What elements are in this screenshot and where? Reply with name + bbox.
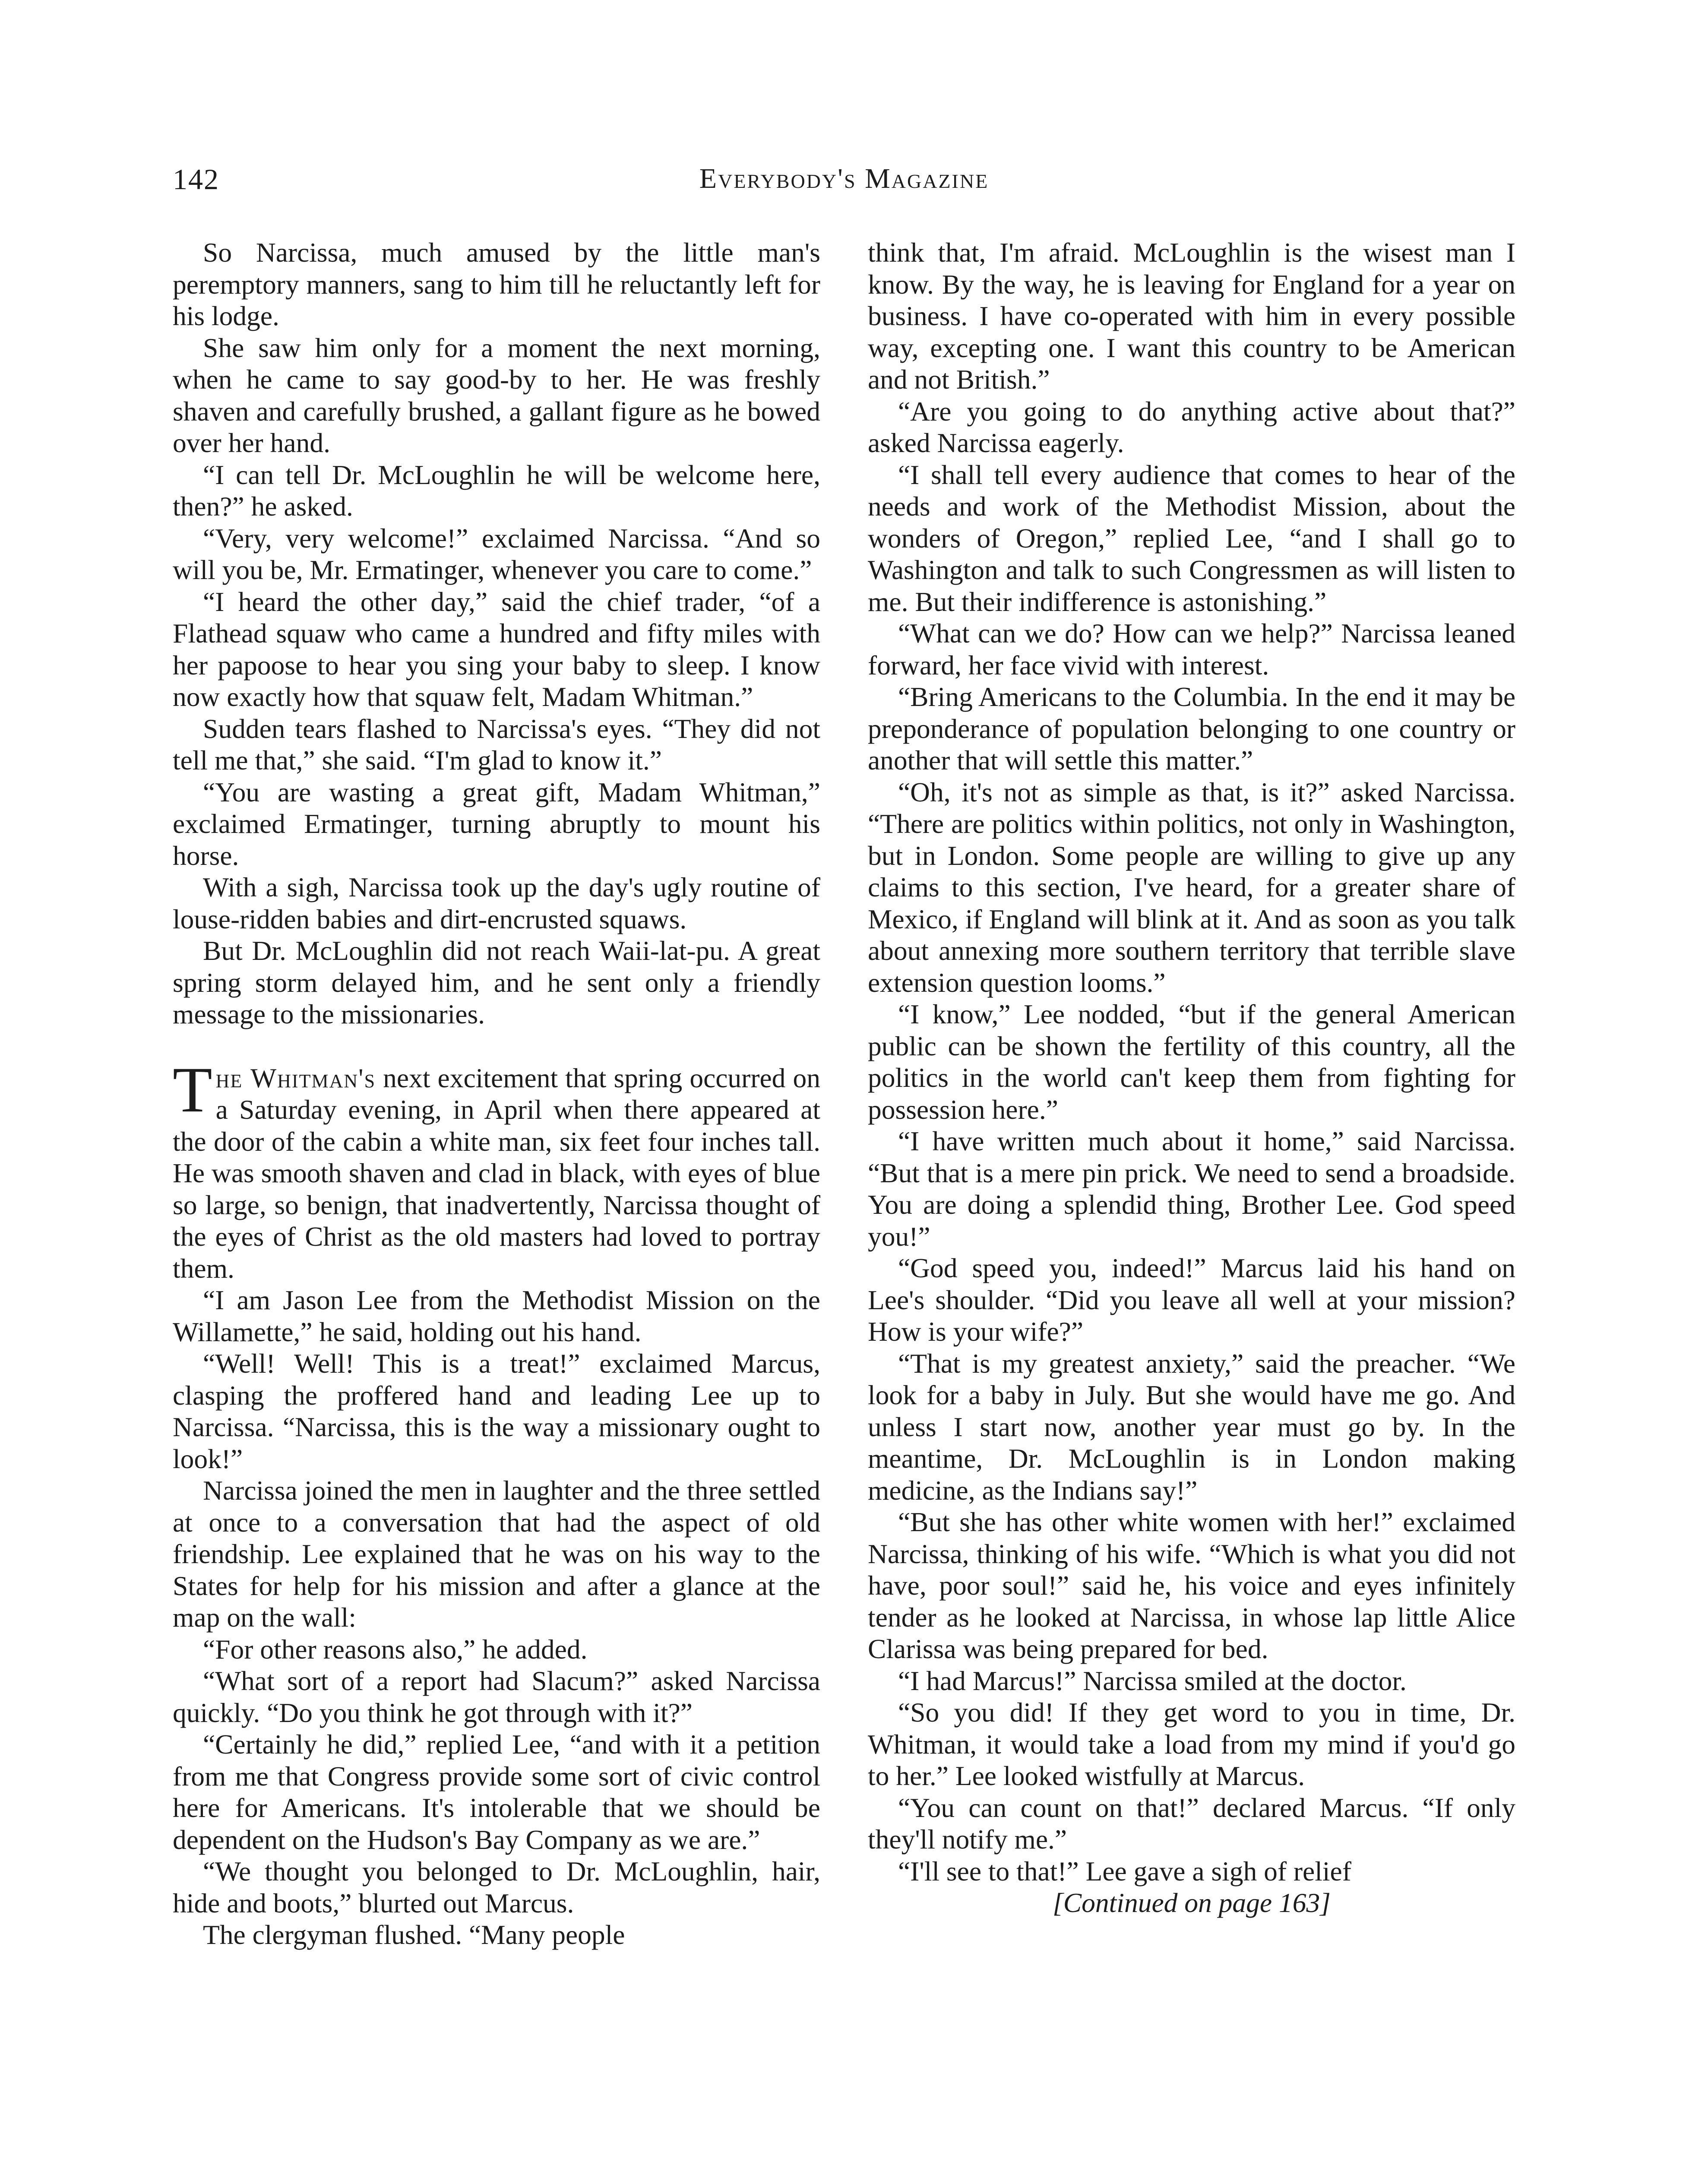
paragraph-text: next excitement that spring occurred on a Saturday evening, in April when there appeared at the door of the cabin a white man, six feet four inches tall. He was smooth shaven and clad in black, with eyes of blue so large, so benign, that inadvertently, Narcissa thought of the eyes of Christ as the old masters had loved to portray them. xyxy=(173,1062,820,1284)
right-column xyxy=(868,237,1515,1919)
section-opening-paragraph xyxy=(173,1054,820,1285)
paragraph: “I know,” Lee nodded, “but if the general American public can be shown the fertility of this country, all the politics in the world can't keep them from fighting for possession here.” xyxy=(868,999,1515,1125)
paragraph: The clergyman flushed. “Many people xyxy=(203,1919,625,1950)
paragraph: “Oh, it's not as simple as that, is it?” asked Narcissa. “There are politics within politics, not only in Washington, but in London. Some people are willing to give up any claims to this section, I've heard, for a greater share of Mexico, if England will blink at it. And as soon as you talk about annexing more southern territory that terrible slave extension question looms.” xyxy=(868,776,1515,998)
paragraph: With a sigh, Narcissa took up the day's ugly routine of louse-ridden babies and dirt-encrusted squaws. xyxy=(173,872,820,934)
paragraph: “That is my greatest anxiety,” said the preacher. “We look for a baby in July. But she would have me go. And unless I start now, another year must go by. In the meantime, Dr. McLoughlin is in London making medicine, as the Indians say!” xyxy=(868,1348,1515,1506)
paragraph: “Well! Well! This is a treat!” exclaimed Marcus, clasping the proffered hand and leading Lee up to Narcissa. “Narcissa, this is the way a missionary ought to look!” xyxy=(173,1348,820,1474)
left-column xyxy=(173,237,820,1951)
paragraph: She saw him only for a moment the next morning, when he came to say good-by to her. He was freshly shaven and carefully brushed, a gallant figure as he bowed over her hand. xyxy=(173,332,820,458)
paragraph: “I have written much about it home,” said Narcissa. “But that is a mere pin prick. We need to send a broadside. You are doing a splendid thing, Brother Lee. God speed you!” xyxy=(868,1126,1515,1252)
paragraph: Sudden tears flashed to Narcissa's eyes. “They did not tell me that,” she said. “I'm glad to know it.” xyxy=(173,713,820,776)
running-head: Everybody's Magazine xyxy=(699,163,989,194)
paragraph: “What sort of a report had Slacum?” asked Narcissa quickly. “Do you think he got through with it?” xyxy=(173,1665,820,1728)
paragraph: “I am Jason Lee from the Methodist Mission on the Willamette,” he said, holding out his hand. xyxy=(173,1285,820,1347)
paragraph: “I had Marcus!” Narcissa smiled at the doctor. xyxy=(898,1665,1407,1696)
paragraph: “For other reasons also,” he added. xyxy=(203,1633,588,1665)
paragraph: “I heard the other day,” said the chief trader, “of a Flathead squaw who came a hundred and fifty miles with her papoose to hear you sing your baby to sleep. I know now exactly how that squaw felt, Madam Whitman.” xyxy=(173,586,820,712)
paragraph: “God speed you, indeed!” Marcus laid his hand on Lee's shoulder. “Did you leave all well at your mission? How is your wife?” xyxy=(868,1253,1515,1347)
section-break xyxy=(173,1030,820,1062)
paragraph: “Very, very welcome!” exclaimed Narcissa. “And so will you be, Mr. Ermatinger, whenever you care to come.” xyxy=(173,522,820,585)
paragraph: “Are you going to do anything active about that?” asked Narcissa eagerly. xyxy=(868,396,1515,458)
drop-cap: T xyxy=(173,1054,212,1126)
paragraph: So Narcissa, much amused by the little man's peremptory manners, sang to him till he reluctantly left for his lodge. xyxy=(173,237,820,331)
paragraph: “What can we do? How can we help?” Narcissa leaned forward, her face vivid with interest. xyxy=(868,618,1515,681)
paragraph: “I shall tell every audience that comes to hear of the needs and work of the Methodist Mission, about the wonders of Oregon,” replied Lee, “and I shall go to Washington and talk to such Congressmen as will listen to me. But their indifference is astonishing.” xyxy=(868,459,1515,617)
paragraph: “I'll see to that!” Lee gave a sigh of relief xyxy=(898,1855,1351,1887)
page-number: 142 xyxy=(173,163,219,196)
paragraph: “I can tell Dr. McLoughlin he will be welcome here, then?” he asked. xyxy=(173,459,820,522)
paragraph: “We thought you belonged to Dr. McLoughlin, hair, hide and boots,” blurted out Marcus. xyxy=(173,1856,820,1918)
paragraph: “You can count on that!” declared Marcus. “If only they'll notify me.” xyxy=(868,1792,1515,1855)
paragraph: “Certainly he did,” replied Lee, “and with it a petition from me that Congress provide some sort of civic control here for Americans. It's intolerable that we should be dependent on the Hudson's Bay Company as we are.” xyxy=(173,1729,820,1855)
lead-in-small-caps: he Whitman's xyxy=(215,1062,376,1093)
paragraph-continued: think that, I'm afraid. McLoughlin is the wisest man I know. By the way, he is leaving for England for a year on business. I have co-operated with him in every possible way, excepting one. I want this country to be American and not British.” xyxy=(868,237,1515,395)
paragraph: Narcissa joined the men in laughter and the three settled at once to a conversation that had the aspect of old friendship. Lee explained that he was on his way to the States for help for his mission and after a glance at the map on the wall: xyxy=(173,1475,820,1633)
continued-notice: [Continued on page 163] xyxy=(1053,1887,1331,1918)
paragraph: “So you did! If they get word to you in time, Dr. Whitman, it would take a load from my mind if you'd go to her.” Lee looked wistfully at Marcus. xyxy=(868,1697,1515,1791)
paragraph: “You are wasting a great gift, Madam Whitman,” exclaimed Ermatinger, turning abruptly to mount his horse. xyxy=(173,776,820,871)
paragraph: “Bring Americans to the Columbia. In the end it may be preponderance of population belonging to one country or another that will settle this matter.” xyxy=(868,681,1515,776)
paragraph: “But she has other white women with her!” exclaimed Narcissa, thinking of his wife. “Which is what you did not have, poor soul!” said he, his voice and eyes infinitely tender as he looked at Narcissa, in whose lap little Alice Clarissa was being prepared for bed. xyxy=(868,1507,1515,1664)
page-header xyxy=(173,162,1515,206)
paragraph: But Dr. McLoughlin did not reach Waii-lat-pu. A great spring storm delayed him, and he sent only a friendly message to the missionaries. xyxy=(173,935,820,1029)
